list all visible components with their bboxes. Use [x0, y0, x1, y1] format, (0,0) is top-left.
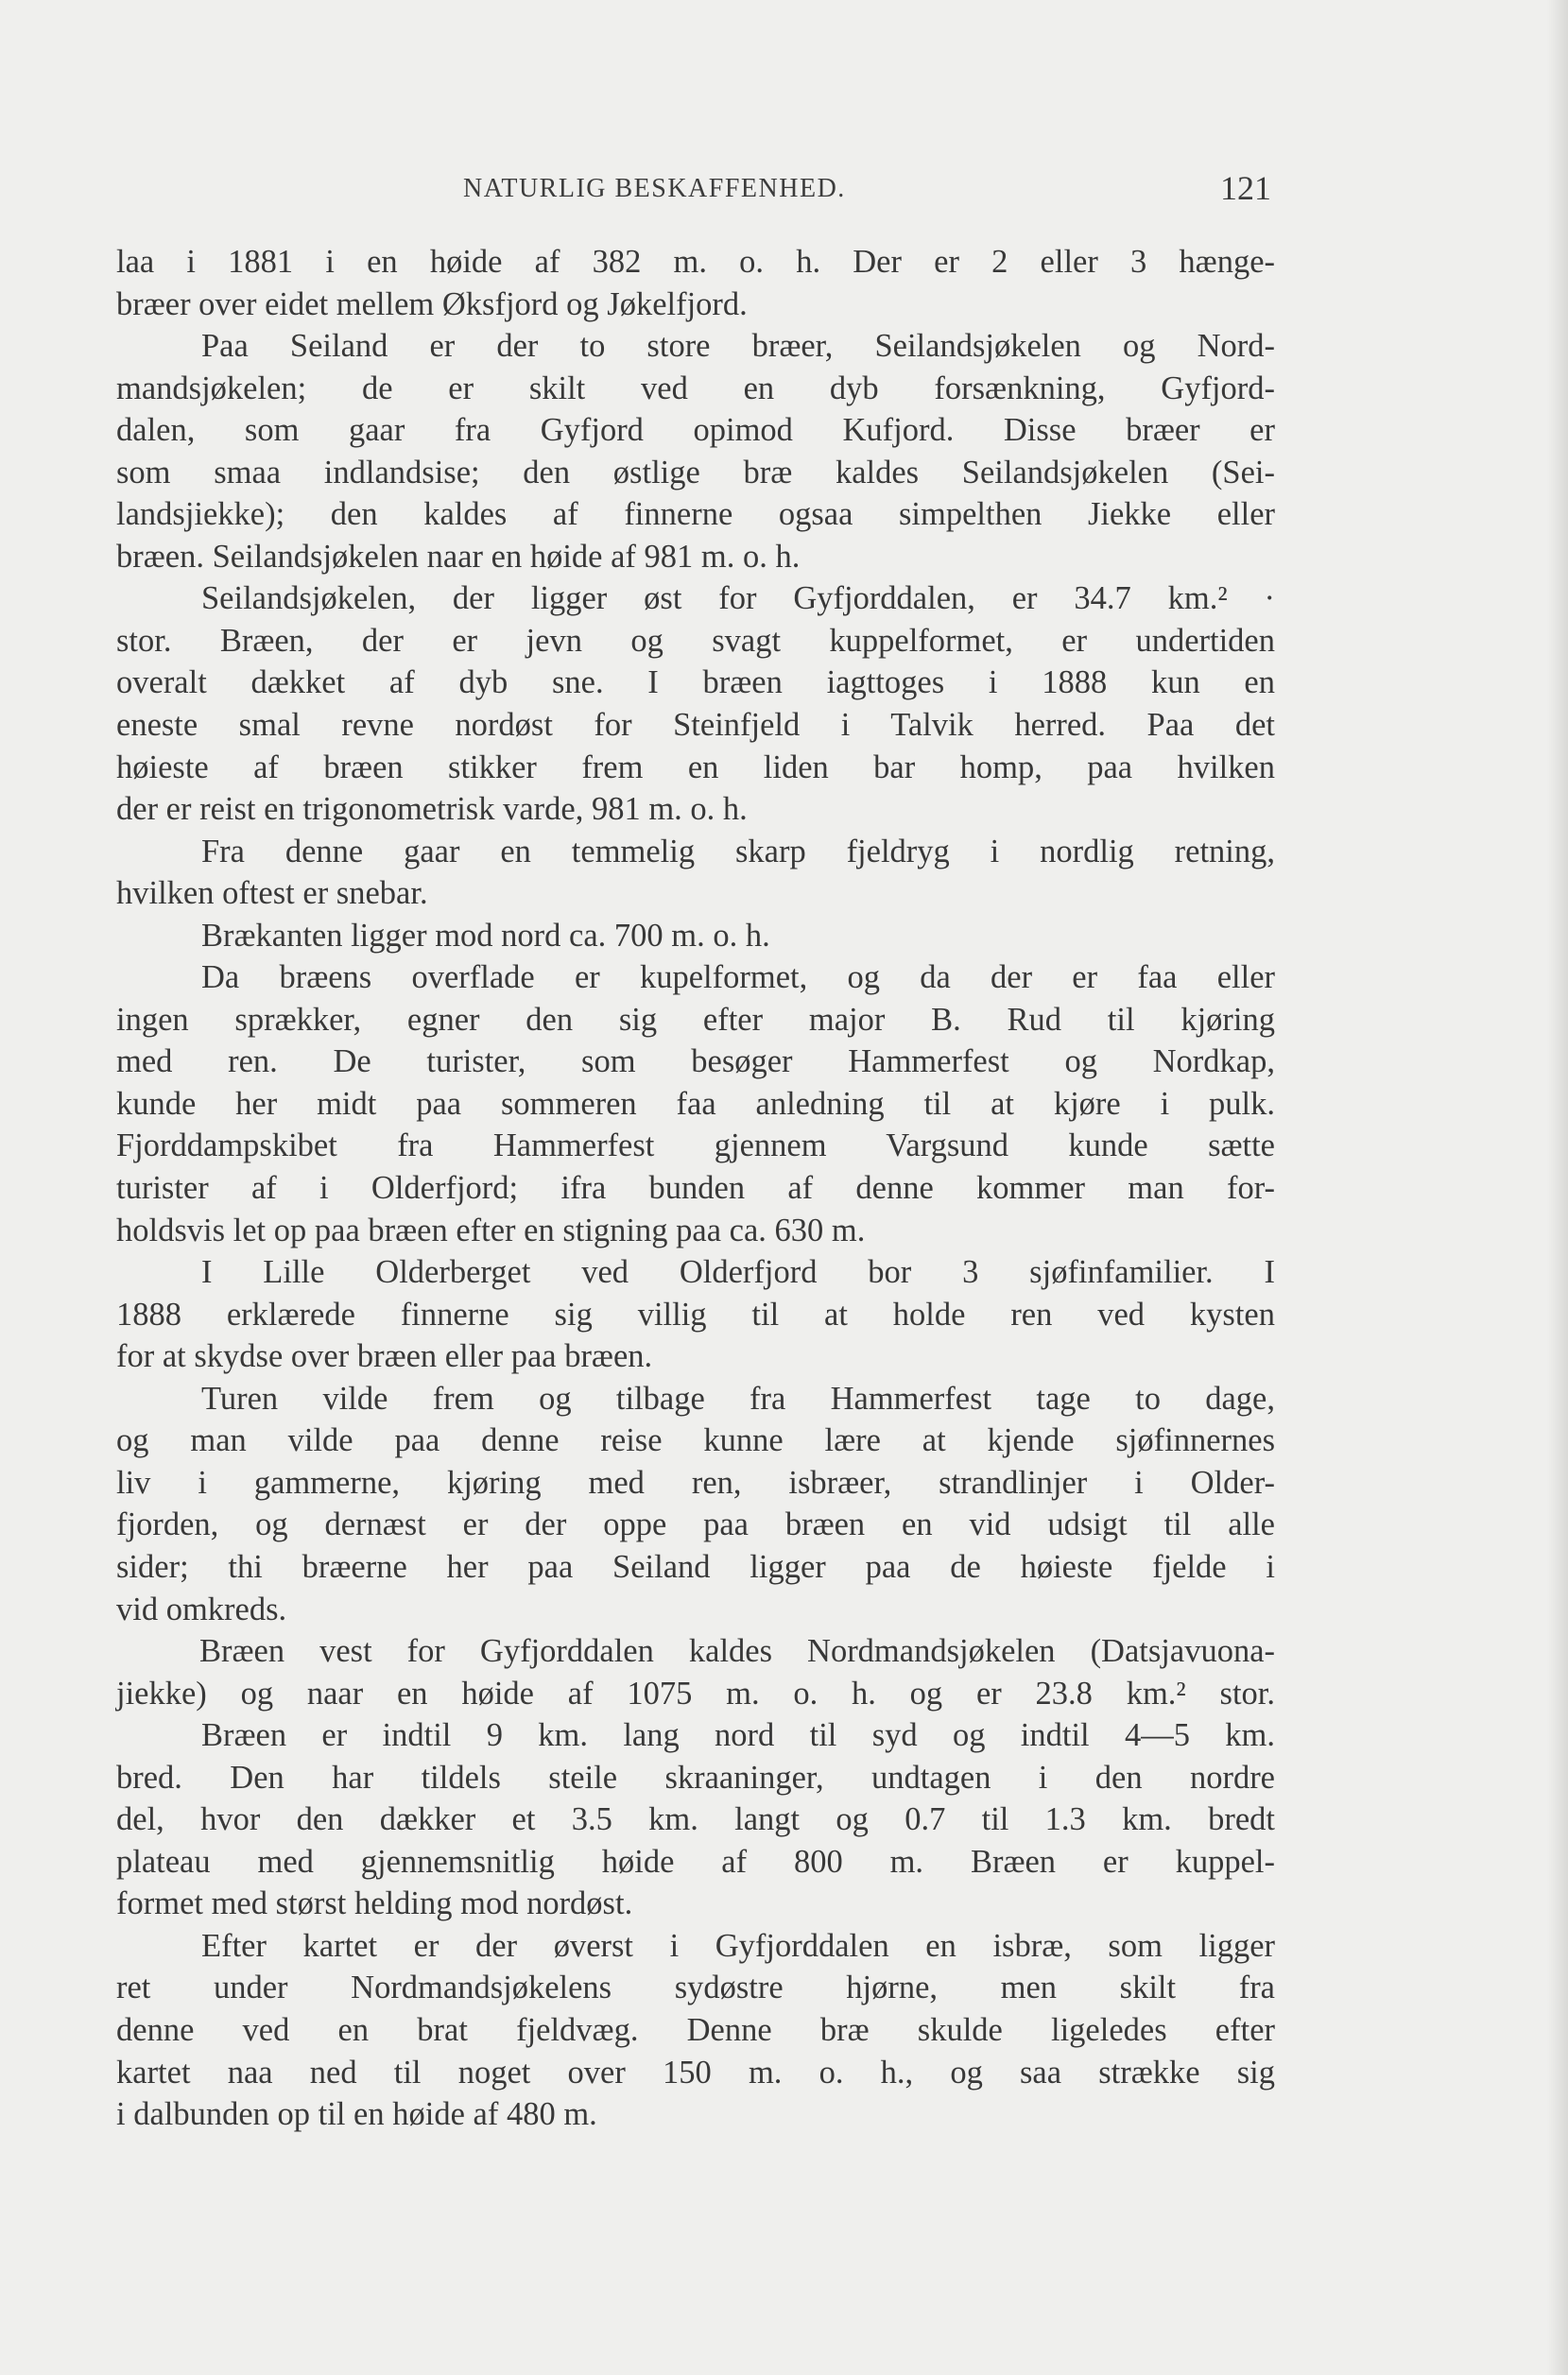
text-line: del, hvor den dækker et 3.5 km. langt og 0.7 til 1.3 km. bredt: [116, 1801, 1275, 1838]
text-line: holdsvis let op paa bræen efter en stigning paa ca. 630 m.: [116, 1212, 866, 1248]
page-number: 121: [1220, 169, 1271, 207]
text-line: Bræen er indtil 9 km. lang nord til syd og indtil 4—5 km.: [201, 1717, 1275, 1754]
text-line: høieste af bræen stikker frem en liden bar homp, paa hvilken: [116, 749, 1275, 785]
text-line: Paa Seiland er der to store bræer, Seilandsjøkelen og Nord-: [201, 328, 1275, 365]
text-line: vid omkreds.: [116, 1591, 287, 1627]
text-line: liv i gammerne, kjøring med ren, isbræer, strandlinjer i Older-: [116, 1464, 1275, 1501]
text-line: bred. Den har tildels steile skraaninger, undtagen i den nordre: [116, 1759, 1275, 1796]
text-line: plateau med gjennemsnitlig høide af 800 m. Bræen er kuppel-: [116, 1843, 1275, 1880]
text-line: I Lille Olderberget ved Olderfjord bor 3 sjøfinfamilier. I: [201, 1254, 1275, 1291]
text-line: laa i 1881 i en høide af 382 m. o. h. Der er 2 eller 3 hænge-: [116, 244, 1275, 280]
text-line: i dalbunden op til en høide af 480 m.: [116, 2096, 597, 2133]
text-line: dalen, som gaar fra Gyfjord opimod Kufjord. Disse bræer er: [116, 412, 1275, 449]
text-line: ingen sprækker, egner den sig efter major B. Rud til kjøring: [116, 1001, 1275, 1038]
text-line: mandsjøkelen; de er skilt ved en dyb forsænkning, Gyfjord-: [116, 370, 1275, 406]
text-line: jiekke) og naar en høide af 1075 m. o. h. og er 23.8 km.² stor.: [116, 1675, 1275, 1712]
page-edge-shadow: [1547, 0, 1568, 2375]
text-line: overalt dækket af dyb sne. I bræen iagttoges i 1888 kun en: [116, 664, 1275, 701]
text-line: Efter kartet er der øverst i Gyfjorddalen en isbræ, som ligger: [201, 1927, 1275, 1964]
text-line: landsjiekke); den kaldes af finnerne ogsaa simpelthen Jiekke eller: [116, 496, 1275, 533]
page-header: [463, 168, 1271, 210]
text-line: Brækanten ligger mod nord ca. 700 m. o. h.: [201, 917, 770, 954]
running-head: NATURLIG BESKAFFENHED.: [463, 174, 846, 203]
text-line: Fjorddampskibet fra Hammerfest gjennem Vargsund kunde sætte: [116, 1127, 1275, 1164]
text-line: eneste smal revne nordøst for Steinfjeld i Talvik herred. Paa det: [116, 707, 1275, 744]
text-line: denne ved en brat fjeldvæg. Denne bræ skulde ligeledes efter: [116, 2011, 1275, 2048]
text-line: Da bræens overflade er kupelformet, og da der er faa eller: [201, 959, 1275, 996]
text-line: Bræen vest for Gyfjorddalen kaldes Nordmandsjøkelen (Datsjavuona-: [199, 1633, 1275, 1670]
text-line: bræen. Seilandsjøkelen naar en høide af 981 m. o. h.: [116, 538, 801, 575]
text-line: kartet naa ned til noget over 150 m. o. h., og saa strække sig: [116, 2054, 1275, 2091]
text-line: hvilken oftest er snebar.: [116, 875, 428, 912]
text-line: 1888 erklærede finnerne sig villig til at holde ren ved kysten: [116, 1296, 1275, 1333]
text-line: fjorden, og dernæst er der oppe paa bræen en vid udsigt til alle: [116, 1506, 1275, 1543]
text-line: Seilandsjøkelen, der ligger øst for Gyfjorddalen, er 34.7 km.² ·: [201, 580, 1275, 617]
text-line: der er reist en trigonometrisk varde, 981 m. o. h.: [116, 791, 748, 828]
text-line: turister af i Olderfjord; ifra bunden af denne kommer man for-: [116, 1170, 1275, 1207]
text-line: sider; thi bræerne her paa Seiland ligger paa de høieste fjelde i: [116, 1548, 1275, 1585]
text-line: med ren. De turister, som besøger Hammerfest og Nordkap,: [116, 1043, 1275, 1080]
text-line: kunde her midt paa sommeren faa anledning til at kjøre i pulk.: [116, 1085, 1275, 1122]
text-line: ret under Nordmandsjøkelens sydøstre hjørne, men skilt fra: [116, 1970, 1275, 2006]
text-line: stor. Bræen, der er jevn og svagt kuppelformet, er undertiden: [116, 622, 1275, 659]
text-line: Fra denne gaar en temmelig skarp fjeldryg i nordlig retning,: [201, 833, 1275, 869]
text-line: og man vilde paa denne reise kunne lære at kjende sjøfinnernes: [116, 1422, 1275, 1459]
text-line: formet med størst helding mod nordøst.: [116, 1885, 633, 1922]
text-line: Turen vilde frem og tilbage fra Hammerfest tage to dage,: [201, 1380, 1275, 1417]
text-line: for at skydse over bræen eller paa bræen.: [116, 1338, 653, 1375]
text-line: som smaa indlandsise; den østlige bræ kaldes Seilandsjøkelen (Sei-: [116, 454, 1275, 490]
body-text: [116, 241, 1275, 2136]
text-line: bræer over eidet mellem Øksfjord og Jøkelfjord.: [116, 285, 748, 322]
